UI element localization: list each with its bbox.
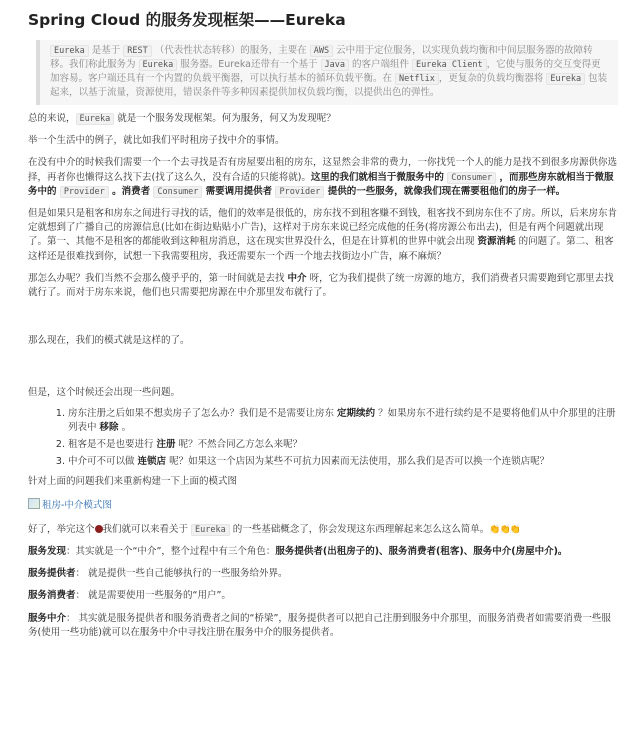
inline-code: Eureka	[546, 73, 585, 85]
inline-code: Eureka	[76, 113, 115, 125]
issue-list	[54, 407, 618, 469]
paragraph: 但是如果只是租客和房东之间进行寻找的话，他们的效率是很低的，房东找不到租客赚不到钱，租客找不到房东住不了房。所以，后来房东肯定就想到了广播自己的房源信息(比如在街边贴贴小广告)，这样对于房东来说已经完成他的任务(将房源公布出去)，但是有两个问题就出现了。第一、其他不是租客的都能收到这种租房消息，这在现实世界没什么，但是在计算机的世界中就会出现 资源消耗 的问题了。第二、租客这样还是很难找到你，试想一下我需要租房，我还需要东一个西一个地去找街边小广告，麻不麻烦？	[28, 208, 618, 262]
inline-code: AWS	[310, 45, 333, 57]
list-item: 3. 中介可不可以做 连锁店 呢？如果这一个店因为某些不可抗力因素而无法使用，那么我们是否可以换一个连锁店呢？	[68, 455, 618, 469]
paragraph: 针对上面的问题我们来重新构建一下上面的模式图	[28, 475, 238, 487]
broken-image-link[interactable]: 租房-中介模式图	[28, 497, 618, 511]
paragraph: 总的来说， Eureka 就是一个服务发现框架。何为服务，何又为发现呢？	[28, 113, 336, 124]
paragraph: 那怎么办呢？我们当然不会那么傻乎乎的，第一时间就是去找 中介 呀，它为我们提供了统一房源的地方，我们消费者只需要跑到它那里去找就行了。而对于房东来说，他们也只需要把房源在中介那里发布就行了。	[28, 272, 614, 299]
clap-emoji-icon: 👏👏👏	[489, 524, 520, 535]
inline-code: Eureka	[50, 45, 89, 57]
inline-code: Java	[321, 59, 349, 71]
definition-service-discovery: 服务发现：其实就是一个“中介”，整个过程中有三个角色：服务提供者(出租房子的)、服务消费者(租客)、服务中介(房屋中介)。	[28, 546, 568, 558]
image-placeholder-icon	[28, 498, 40, 509]
inline-code: Eureka	[139, 59, 178, 71]
inline-code: Eureka	[191, 524, 230, 536]
definition-service-consumer: 服务消费者： 就是需要使用一些服务的“用户”。	[28, 590, 231, 602]
paragraph: 但是，这个时候还会出现一些问题。	[28, 387, 181, 399]
inline-code: Provider	[275, 186, 324, 198]
paragraph: 在没有中介的时候我们需要一个一个去寻找是否有房屋要出租的房东，这显然会非常的费力，一你找凭一个人的能力是找不到很多房源供你选择，再者你也懒得这么找下去(找了这么久，没有合适的只能将就)。这里的我们就相当于微服务中的 Consumer ，而那些房东就相当于微服务中的 Provider 。消费者 Consumer 需要调用提供者 Provider 提供的一些服务，就像我们现在需要租他们的房子一样。	[28, 157, 618, 197]
definition-service-broker: 服务中介： 其实就是服务提供者和服务消费者之间的“桥梁”，服务提供者可以把自己注册到服务中介那里，而服务消费者如需要消费一些服务(使用一些功能)就可以在服务中介中寻找注册在服务中介的服务提供者。	[28, 612, 611, 638]
list-item: 1. 房东注册之后如果不想卖房子了怎么办？我们是不是需要让房东 定期续约 ？如果房东不进行续约是不是要将他们从中介那里的注册列表中 移除 。	[68, 407, 618, 435]
paragraph: 举一个生活中的例子，就比如我们平时租房子找中介的事情。	[28, 135, 285, 147]
inline-code: REST	[123, 45, 151, 57]
inline-code: Consumer	[447, 172, 496, 184]
inline-code: Consumer	[153, 186, 202, 198]
inline-code: Provider	[60, 186, 109, 198]
paragraph: 好了，举完这个 我们就可以来看关于 Eureka 的一些基础概念了，你会发现这东西理解起来怎么这么简单。👏👏👏	[28, 523, 520, 535]
inline-code: Eureka Client	[412, 59, 487, 71]
definition-service-provider: 服务提供者： 就是提供一些自己能够执行的一些服务给外界。	[28, 568, 288, 580]
intro-blockquote: Eureka 是基于 REST （代表性状态转移）的服务，主要在 AWS 云中用于定位服务，以实现负载均衡和中间层服务器的故障转移。我们称此服务为 Eureka 服务器。Eureka还带有一个基于 Java 的客户端组件 Eureka Client ，它使与服务的交互变得更加容易。客户端还具有一个内置的负载平衡器，可以执行基本的循环负载平衡。在 Netflix ，更复杂的负载均衡器将 Eureka 包装起来，以基于流量，资源使用，错误条件等多种因素提供加权负载均衡，以提供出色的弹性。	[36, 40, 618, 105]
chestnut-emoji-icon	[95, 525, 103, 533]
article-title: Spring Cloud 的服务发现框架——Eureka	[28, 11, 346, 29]
paragraph: 那么现在，我们的模式就是这样的了。	[28, 335, 190, 347]
inline-code: Netflix	[395, 73, 439, 85]
list-item: 2. 租客是不是也要进行 注册 呢？不然合同乙方怎么来呢？	[68, 438, 618, 452]
